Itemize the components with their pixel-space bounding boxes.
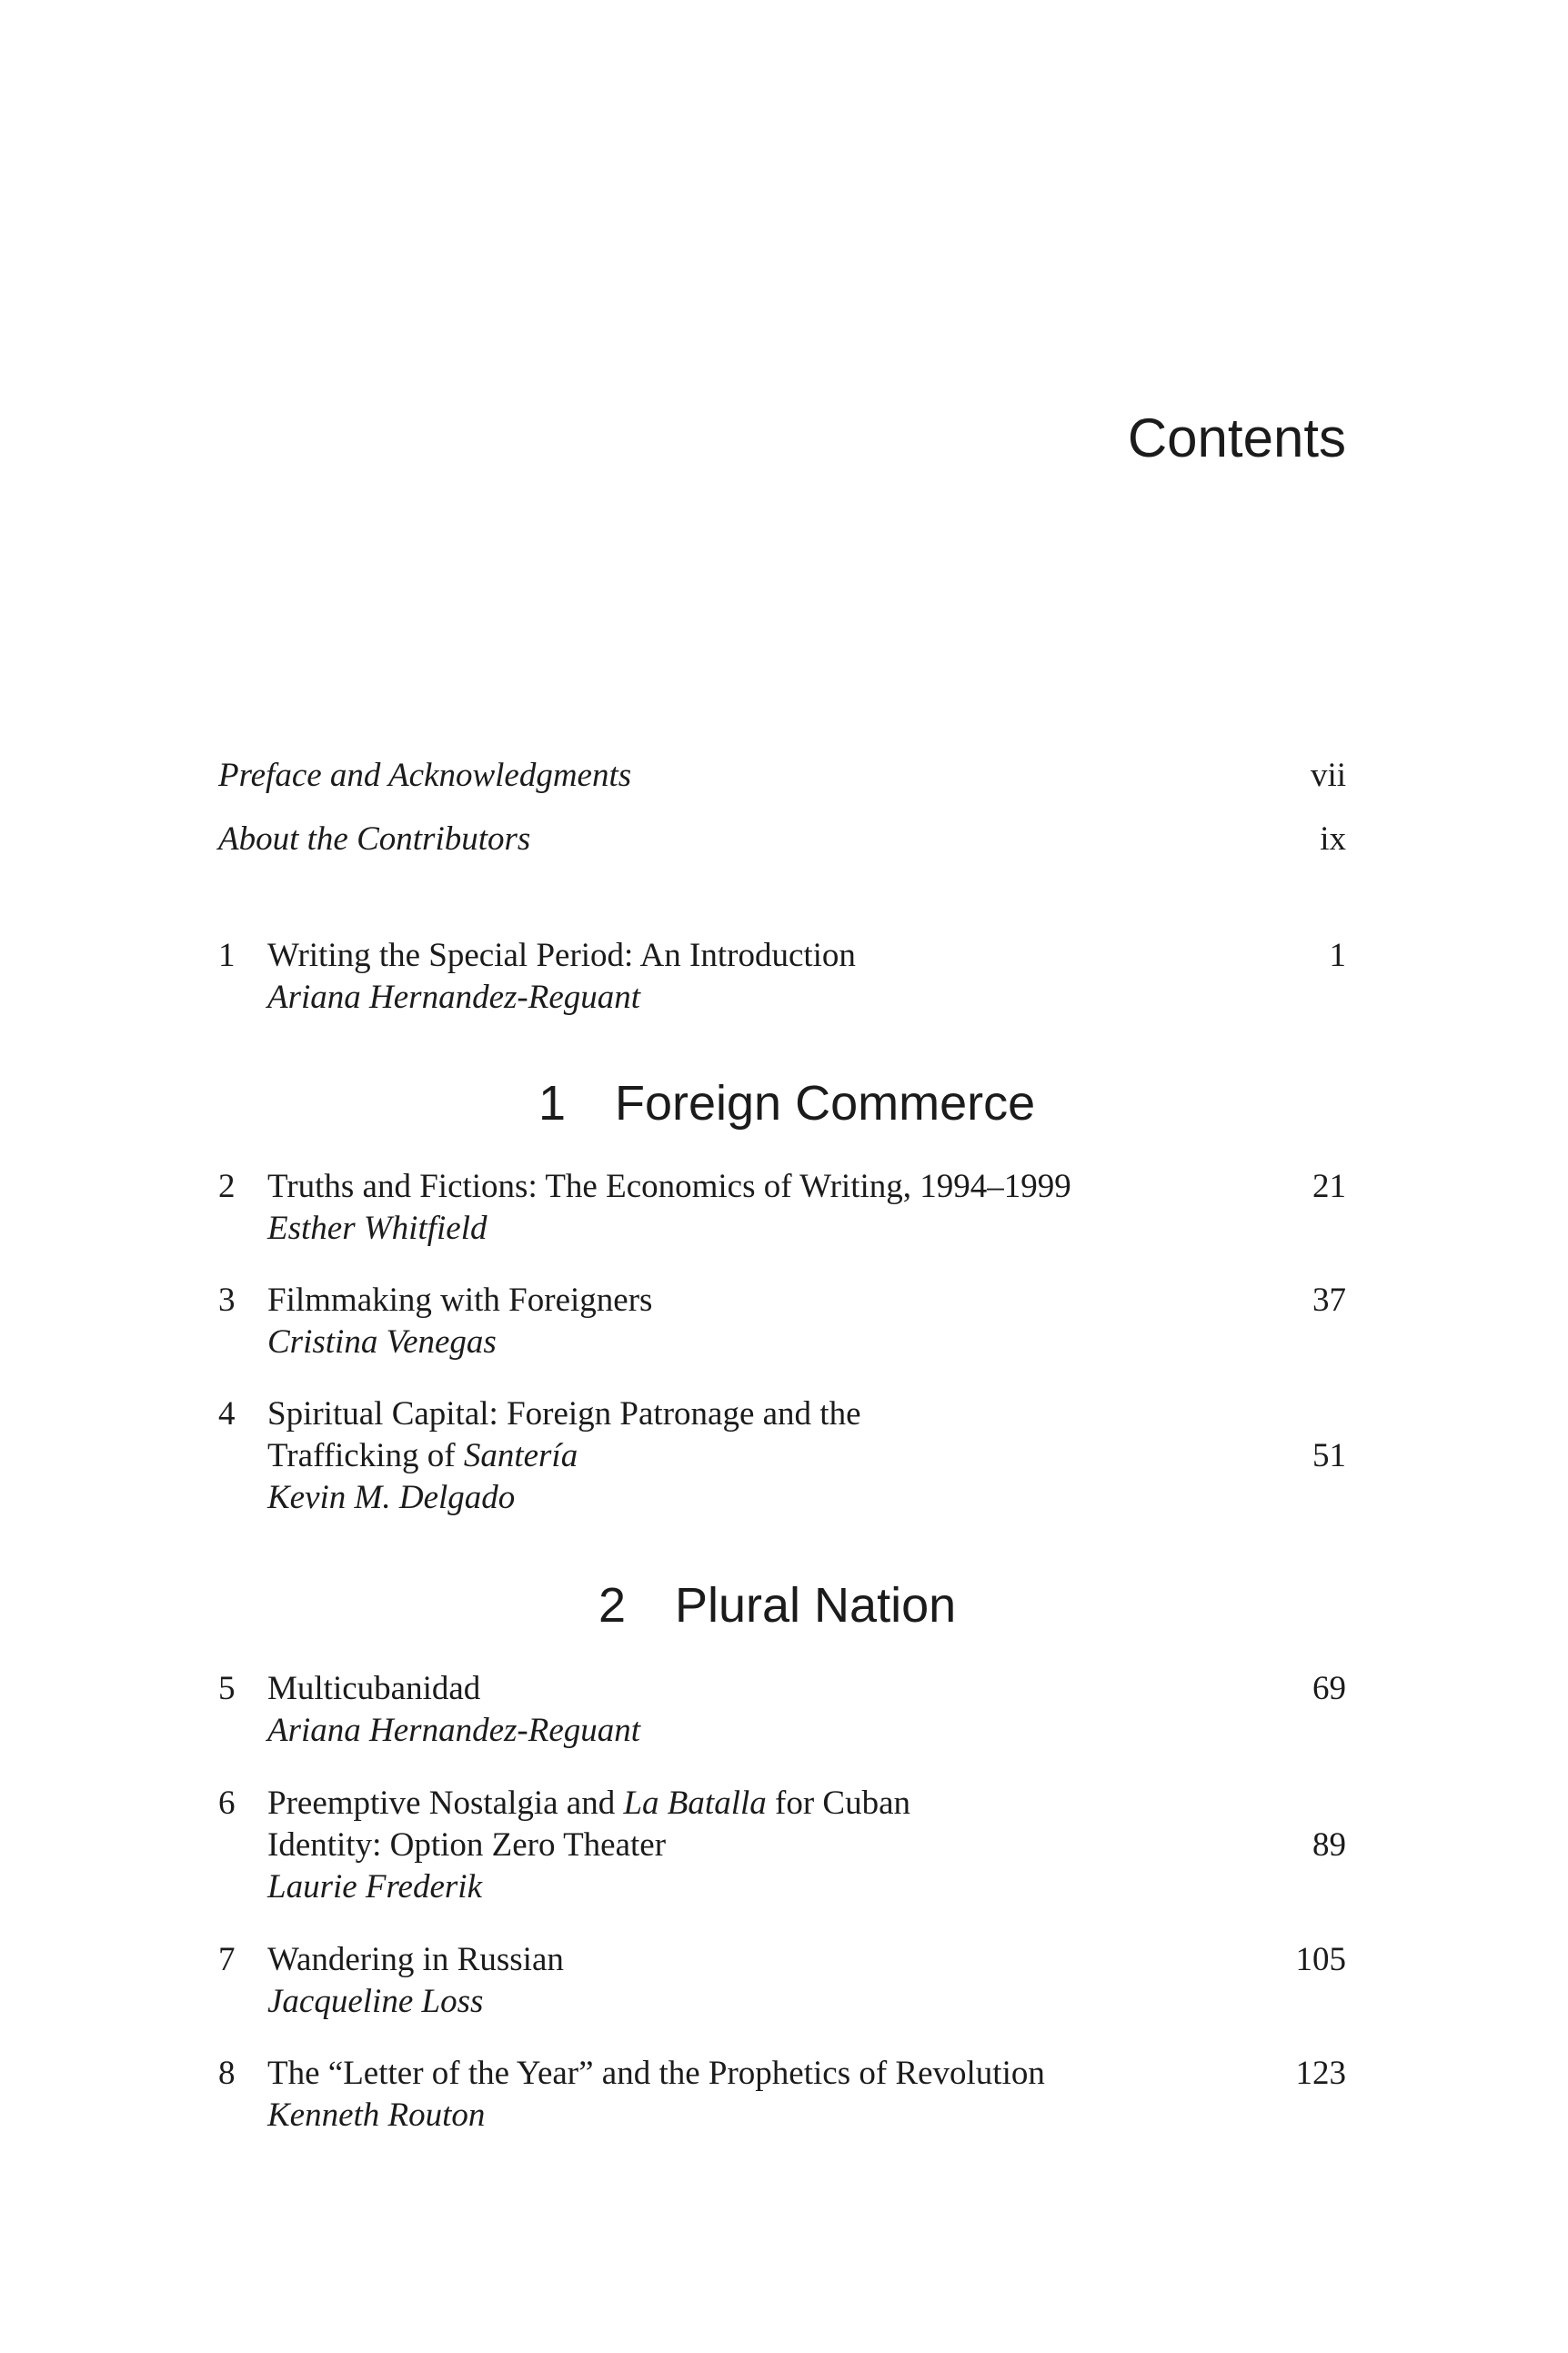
chapter-title: The “Letter of the Year” and the Prophetics of Revolution — [267, 2055, 1045, 2092]
chapter-title-line-2: Identity: Option Zero Theater — [267, 1826, 667, 1864]
chapter-title: Writing the Special Period: An Introduction — [267, 937, 856, 974]
entry-title: Preface and Acknowledgments — [218, 757, 632, 794]
chapter-title-text: Trafficking of — [267, 1437, 464, 1474]
part-title: Plural Nation — [675, 1578, 957, 1633]
chapter-page: 37 — [1312, 1282, 1346, 1319]
chapter-author: Ariana Hernandez-Reguant — [267, 979, 641, 1016]
chapter-page: 89 — [1312, 1826, 1346, 1864]
chapter-title: Wandering in Russian — [267, 1941, 564, 1978]
entry-title: About the Contributors — [218, 820, 531, 858]
chapter-number: 8 — [218, 2055, 236, 2092]
chapter-number: 4 — [218, 1395, 236, 1433]
entry-page: vii — [1310, 757, 1346, 794]
chapter-title-text: for Cuban — [766, 1785, 911, 1822]
chapter-number: 6 — [218, 1785, 236, 1822]
chapter-title: Multicubanidad — [267, 1670, 481, 1707]
chapter-author: Laurie Frederik — [267, 1868, 483, 1906]
chapter-title: Truths and Fictions: The Economics of Writing, 1994–1999 — [267, 1168, 1071, 1205]
chapter-number: 1 — [218, 937, 236, 974]
chapter-page: 21 — [1312, 1168, 1346, 1205]
chapter-number: 5 — [218, 1670, 236, 1707]
chapter-number: 2 — [218, 1168, 236, 1205]
entry-page: ix — [1320, 820, 1346, 858]
part-title: Foreign Commerce — [615, 1076, 1036, 1131]
chapter-author: Cristina Venegas — [267, 1323, 497, 1361]
chapter-number: 7 — [218, 1941, 236, 1978]
chapter-page: 1 — [1329, 937, 1346, 974]
page-title: Contents — [1127, 407, 1346, 468]
chapter-page: 105 — [1295, 1941, 1346, 1978]
chapter-title-line-1 — [267, 1783, 1346, 1825]
chapter-title-italic: Santería — [463, 1437, 578, 1474]
chapter-title-line-1: Spiritual Capital: Foreign Patronage and the — [267, 1395, 861, 1433]
chapter-page: 69 — [1312, 1670, 1346, 1707]
chapter-number: 3 — [218, 1282, 236, 1319]
chapter-author: Kevin M. Delgado — [267, 1479, 516, 1516]
chapter-title-italic: La Batalla — [623, 1785, 767, 1822]
chapter-title: Filmmaking with Foreigners — [267, 1282, 653, 1319]
chapter-author: Kenneth Routon — [267, 2097, 486, 2134]
chapter-author: Ariana Hernandez-Reguant — [267, 1712, 641, 1749]
chapter-title-text: Preemptive Nostalgia and — [267, 1785, 624, 1822]
chapter-author: Jacqueline Loss — [267, 1983, 484, 2020]
chapter-page: 51 — [1312, 1437, 1346, 1474]
chapter-author: Esther Whitfield — [267, 1210, 487, 1247]
part-number: 2 — [598, 1578, 627, 1633]
chapter-title-line-2 — [267, 1435, 1346, 1477]
part-number: 1 — [538, 1076, 567, 1131]
chapter-page: 123 — [1295, 2055, 1346, 2092]
